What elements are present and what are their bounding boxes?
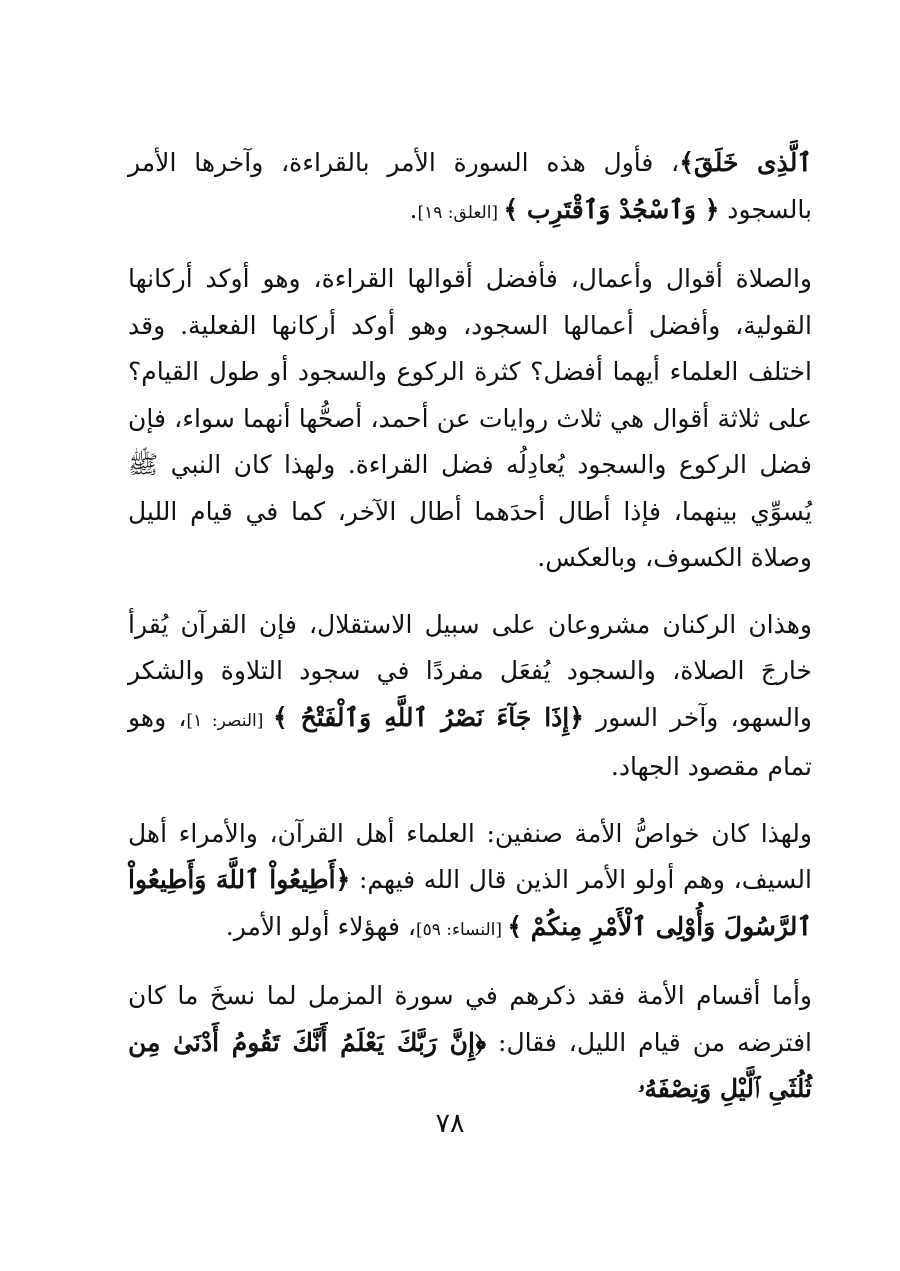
body-text: وهذان الركنان مشروعان على سبيل الاستقلال، فإن القرآن يُقرأ خارجَ الصلاة، والسجود يُفعَل مفردًا في سجود التلاوة والشكر والسهو، وآخر السور [128, 609, 812, 732]
body-text: وأما أقسام الأمة فقد ذكرهم في سورة المزمل لما نسخَ ما كان افترضه من قيام الليل، فقال: [128, 981, 812, 1057]
quran-verse: ﴿إِنَّ رَبَّكَ يَعْلَمُ أَنَّكَ تَقُومُ أَدْنَىٰ مِن ثُلُثَىِ ٱلَّيْلِ وَنِصْفَهُۥ [128, 1027, 812, 1103]
quran-verse: ﴿أَطِيعُواْ ٱللَّهَ وَأَطِيعُواْ ٱلرَّسُولَ وَأُوْلِى ٱلْأَمْرِ مِنكُمْ ﴾ [128, 865, 812, 941]
quran-verse: ٱلَّذِى خَلَقَ﴾ [679, 148, 813, 177]
paragraph-4 [128, 811, 812, 954]
paragraph-5 [128, 973, 812, 1113]
paragraph-2 [128, 256, 812, 582]
body-text: ، فهؤلاء أولو الأمر. [225, 911, 416, 941]
page-number: ٧٨ [435, 1108, 465, 1139]
body-text: ، فأول هذه السورة الأمر بالقراءة، وآخرها الأمر بالسجود [128, 148, 812, 224]
verse-reference: [النساء: ٥٩] [415, 919, 508, 940]
quran-verse: ﴿ وَٱسْجُدْ وَٱقْتَرِب ﴾ [503, 194, 720, 224]
body-text: والصلاة أقوال وأعمال، فأفضل أقوالها القراءة، وهو أوكد أركانها القولية، وأفضل أعمالها السجود، وهو أوكد أركانها الفعلية. وقد اختلف العلماء أيهما أفضل؟ كثرة الركوع والسجود أو طول القيام؟ على ثلاثة أقوال هي ثلاث روايات عن أحمد، أصحُّها أنهما سواء، فإن فضل الركوع والسجود يُعادِلُه فضل القراءة. ولهذا كان النبي ﷺ يُسوِّي بينهما، فإذا أطال أحدَهما أطال الآخر، كما في قيام الليل وصلاة الكسوف، وبالعكس. [128, 264, 812, 572]
verse-reference: [النصر: ١] [186, 710, 273, 731]
paragraph-1 [128, 140, 812, 236]
page-body [128, 140, 812, 1113]
paragraph-3 [128, 602, 812, 791]
body-text: ، وهو تمام مقصود الجهاد. [128, 702, 812, 781]
body-text: . [409, 194, 418, 224]
body-text: ولهذا كان خواصُّ الأمة صنفين: العلماء أهل القرآن، والأمراء أهل السيف، وهم أولو الأمر الذين قال الله فيهم: [128, 818, 812, 894]
verse-reference: [العلق: ١٩] [417, 202, 504, 223]
quran-verse: ﴿إِذَا جَآءَ نَصْرُ ٱللَّهِ وَٱلْفَتْحُ ﴾ [273, 702, 584, 732]
